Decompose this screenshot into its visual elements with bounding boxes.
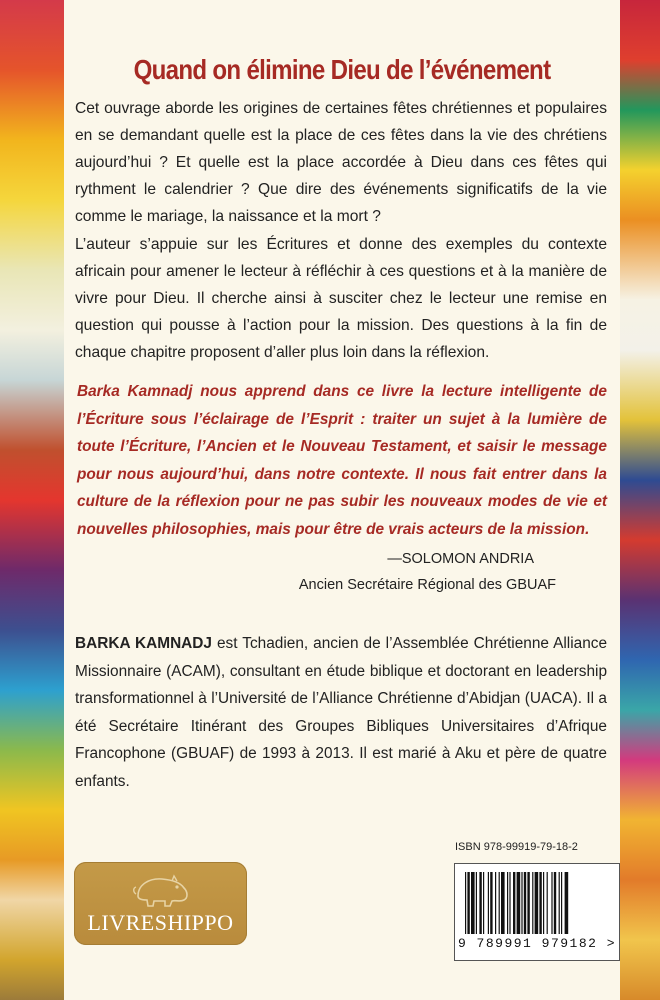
- barcode-bar: [483, 872, 484, 934]
- barcode-bars: [465, 872, 609, 934]
- barcode-bar: [532, 872, 533, 934]
- publisher-name: LIVRESHIPPO: [87, 910, 234, 935]
- barcode-bar: [521, 872, 522, 934]
- barcode-bar: [499, 872, 500, 934]
- barcode-bar: [524, 872, 526, 934]
- barcode-bar: [509, 872, 510, 934]
- barcode-bar: [527, 872, 529, 934]
- author-name: BARKA KAMNADJ: [75, 635, 212, 652]
- barcode-bar: [471, 872, 475, 934]
- barcode-bar: [565, 872, 569, 934]
- right-color-stripe: [620, 0, 660, 1000]
- barcode-bar: [517, 872, 521, 934]
- barcode-bar: [547, 872, 548, 934]
- quote-author-role: Ancien Secrétaire Régional des GBUAF: [298, 577, 556, 593]
- barcode-bar: [467, 872, 469, 934]
- barcode-bar: [535, 872, 539, 934]
- endorsement-quote: Barka Kamnadj nous apprend dans ce livre la lecture intelligente de l’Écriture sous l’éclairage de l’Esprit : traiter un sujet à la lumière de toute l’Écriture, l’Ancien et le Nouveau Testament, et saisir le message pour nous aujourd’hui, dans notre contexte. Il nous fait entrer dans la culture de la réflexion pour ne pas subir les nouveaux modes de vie et nouvelles philosophies, mais pour être de vrais acteurs de la mission.: [77, 383, 607, 538]
- barcode-bar: [554, 872, 556, 934]
- barcode-bar: [465, 872, 466, 934]
- barcode-bar: [559, 872, 560, 934]
- barcode-bar: [476, 872, 477, 934]
- barcode-bar: [539, 872, 541, 934]
- author-bio: [75, 630, 607, 795]
- barcode-bar: [513, 872, 515, 934]
- quote-author: —SOLOMON ANDRIA: [387, 551, 534, 567]
- barcode-digits: 9 789991 979182 >: [457, 936, 617, 951]
- hippo-icon: [132, 870, 192, 908]
- author-bio-text: est Tchadien, ancien de l’Assemblée Chrétienne Alliance Missionnaire (ACAM), consultant en étude biblique et doctorant en leadership transformationnel à l’Université de l’Alliance Chrétienne d’Abidjan (UACA). Il a été Secrétaire Itinérant des Groupes Bibliques Universitaires d’Afrique Francophone (GBUAF) de 1993 à 2013. Il est marié à Aku et père de quatre enfants.: [75, 635, 608, 790]
- barcode-bar: [543, 872, 544, 934]
- left-color-stripe: [0, 0, 64, 1000]
- barcode-bar: [507, 872, 508, 934]
- barcode-bar: [495, 872, 496, 934]
- barcode-bar: [488, 872, 489, 934]
- barcode-bar: [501, 872, 505, 934]
- barcode-bar: [490, 872, 492, 934]
- back-cover-panel: [64, 0, 620, 1000]
- barcode: [454, 863, 620, 961]
- book-title: Quand on élimine Dieu de l’événement: [133, 54, 551, 85]
- description-paragraph-1: Cet ouvrage aborde les origines de certaines fêtes chrétiennes et populaires en se demandant quelle est la place de ces fêtes dans la vie des chrétiens aujourd’hui ? Et quelle est la place accordée à Dieu dans ces fêtes qui rythment le calendrier ? Que dire des événements significatifs de la vie comme le mariage, la naissance et la mort ?: [75, 100, 607, 225]
- description-paragraph-2: L’auteur s’appuie sur les Écritures et donne des exemples du contexte africain pour amener le lecteur à réfléchir à ces questions et à la manière de vivre pour Dieu. Il cherche ainsi à susciter chez le lecteur une remise en question qui pousse à l’action pour la mission. Des questions à la fin de chaque chapitre proposent d’aller plus loin dans la réflexion.: [75, 236, 607, 361]
- barcode-bar: [551, 872, 552, 934]
- barcode-bar: [561, 872, 562, 934]
- publisher-logo: [74, 862, 247, 945]
- isbn-label: ISBN 978-99919-79-18-2: [455, 841, 578, 853]
- barcode-bar: [479, 872, 481, 934]
